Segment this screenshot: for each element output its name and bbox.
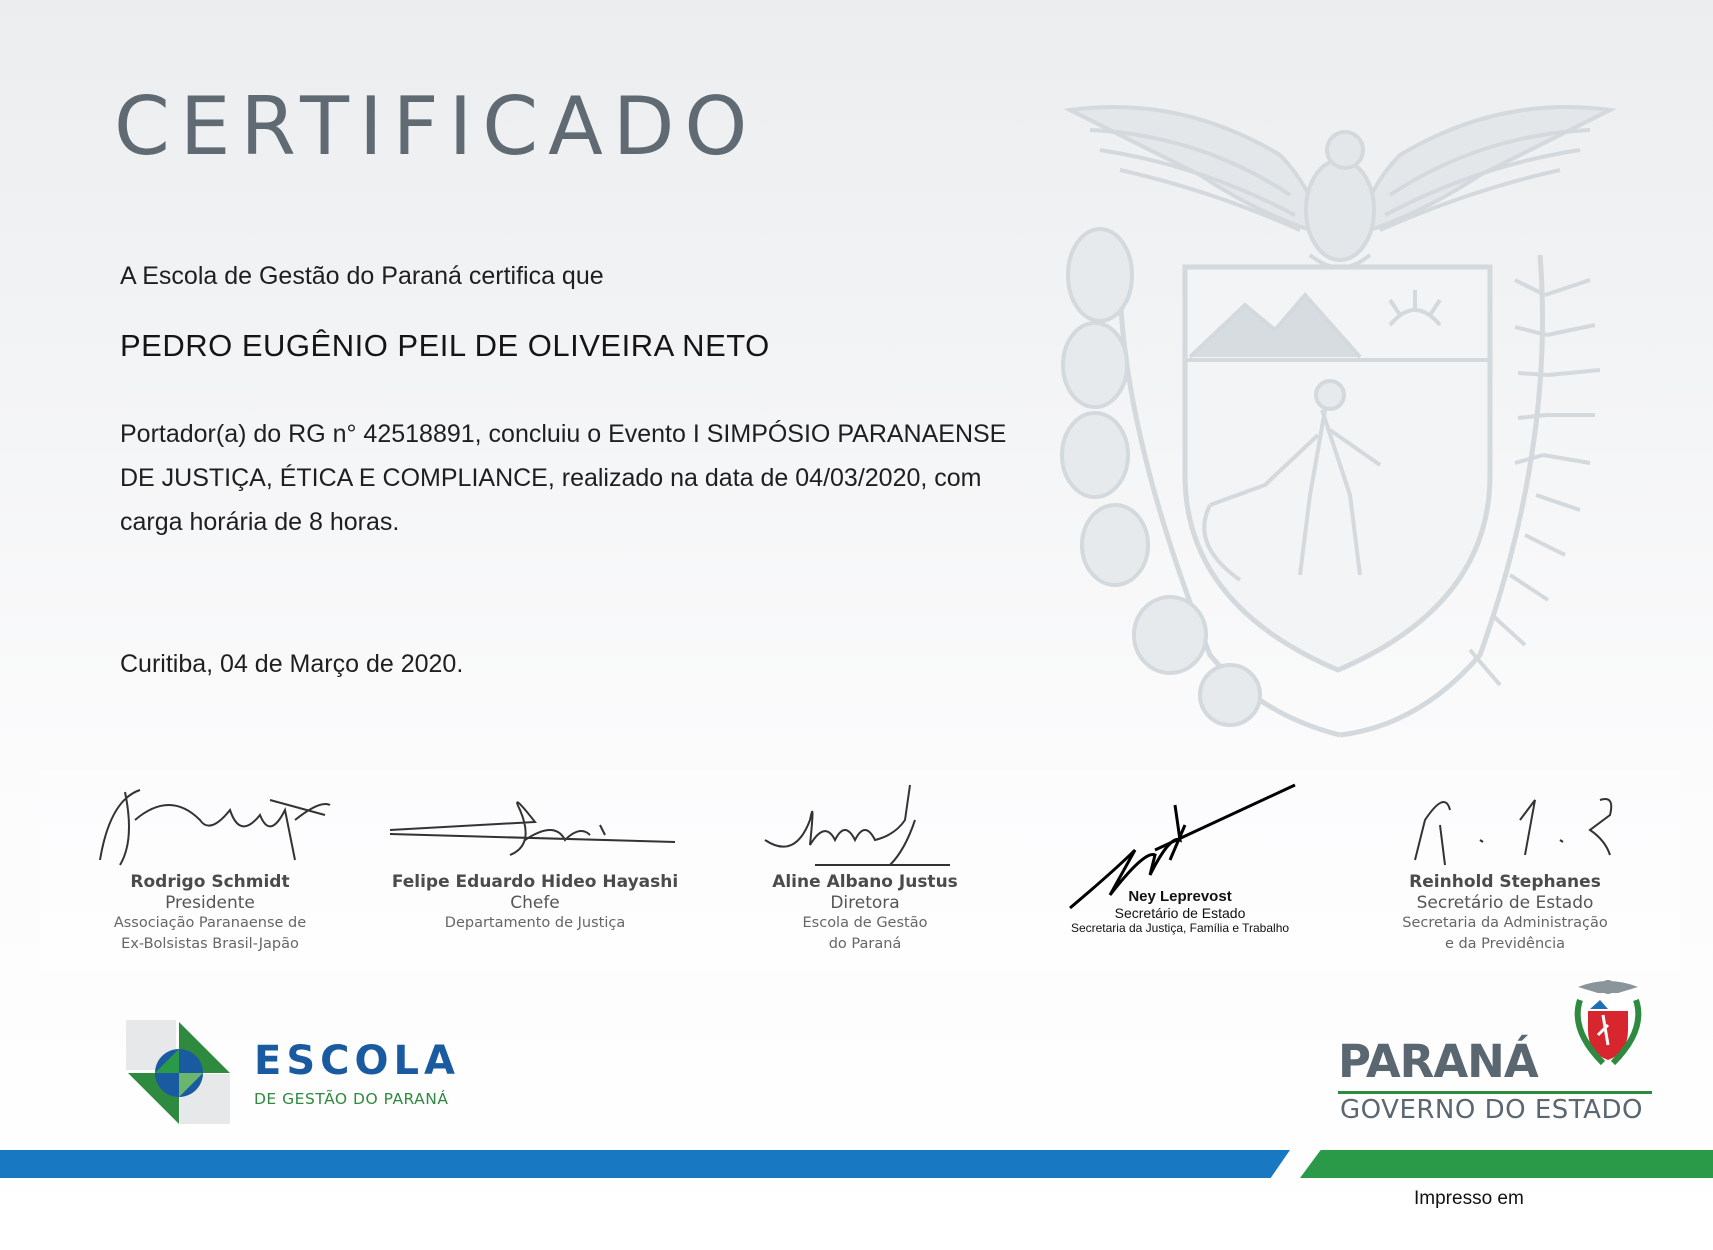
escola-word: ESCOLA <box>254 1038 460 1084</box>
footer-stripe-green <box>1300 1150 1713 1178</box>
escola-logo-mark <box>124 1018 234 1128</box>
signatory-name: Reinhold Stephanes <box>1409 872 1601 892</box>
recipient-name: PEDRO EUGÊNIO PEIL DE OLIVEIRA NETO <box>120 328 770 363</box>
signatory-role: Chefe <box>510 893 560 913</box>
governo-parana-logo <box>1338 975 1658 1125</box>
signatory-org: do Paraná <box>828 936 902 952</box>
printed-label: Impresso em <box>1414 1188 1524 1209</box>
signature-image <box>385 780 685 870</box>
intro-text: A Escola de Gestão do Paraná certifica que <box>120 262 604 290</box>
signature-block-rodrigo <box>70 780 350 955</box>
signatory-role: Presidente <box>165 893 255 913</box>
parana-divider <box>1338 1091 1652 1094</box>
signature-image <box>1385 780 1625 870</box>
signatory-name: Ney Leprevost <box>1128 888 1232 905</box>
parana-coat-of-arms-watermark <box>1060 95 1620 775</box>
signatory-org: e da Previdência <box>1444 936 1566 952</box>
parana-coat-of-arms-icon <box>1558 975 1658 1075</box>
signatory-org: Secretaria da Justiça, Família e Trabalho <box>1070 921 1290 935</box>
signatory-role: Diretora <box>830 893 900 913</box>
signature-image <box>80 780 340 870</box>
signature-block-felipe <box>385 780 685 934</box>
signatory-org: Secretaria da Administração <box>1402 915 1608 931</box>
signature-image <box>755 780 975 870</box>
signatory-role: Secretário de Estado <box>1416 893 1594 913</box>
signatory-name: Aline Albano Justus <box>772 872 958 892</box>
footer-stripe-blue <box>0 1150 1290 1178</box>
signatory-name: Felipe Eduardo Hideo Hayashi <box>391 872 679 892</box>
parana-subtitle: GOVERNO DO ESTADO <box>1340 1095 1643 1125</box>
signatory-org: Departamento de Justiça <box>444 915 626 931</box>
certificate-body: Portador(a) do RG n° 42518891, concluiu o Evento I SIMPÓSIO PARANAENSE DE JUSTIÇA, ÉTICA E COMPLIANCE, realizado na data de 04/03/2020, com carga horária de 8 horas. <box>120 420 1007 536</box>
signature-block-ney <box>1050 780 1310 936</box>
place-date: Curitiba, 04 de Março de 2020. <box>120 650 464 678</box>
signatory-org: Escola de Gestão <box>802 915 928 931</box>
escola-subtitle: DE GESTÃO DO PARANÁ <box>254 1090 449 1108</box>
signatory-role: Secretário de Estado <box>1114 905 1246 921</box>
signatory-org: Associação Paranaense de <box>113 915 307 931</box>
escola-gestao-logo <box>124 1018 464 1128</box>
signature-block-reinhold <box>1375 780 1635 955</box>
parana-word: PARANÁ <box>1338 1035 1538 1088</box>
signature-block-aline <box>735 780 995 955</box>
signatory-org: Ex-Bolsistas Brasil-Japão <box>121 936 299 952</box>
signatory-name: Rodrigo Schmidt <box>130 872 290 892</box>
certificate-title: CERTIFICADO <box>114 80 758 173</box>
